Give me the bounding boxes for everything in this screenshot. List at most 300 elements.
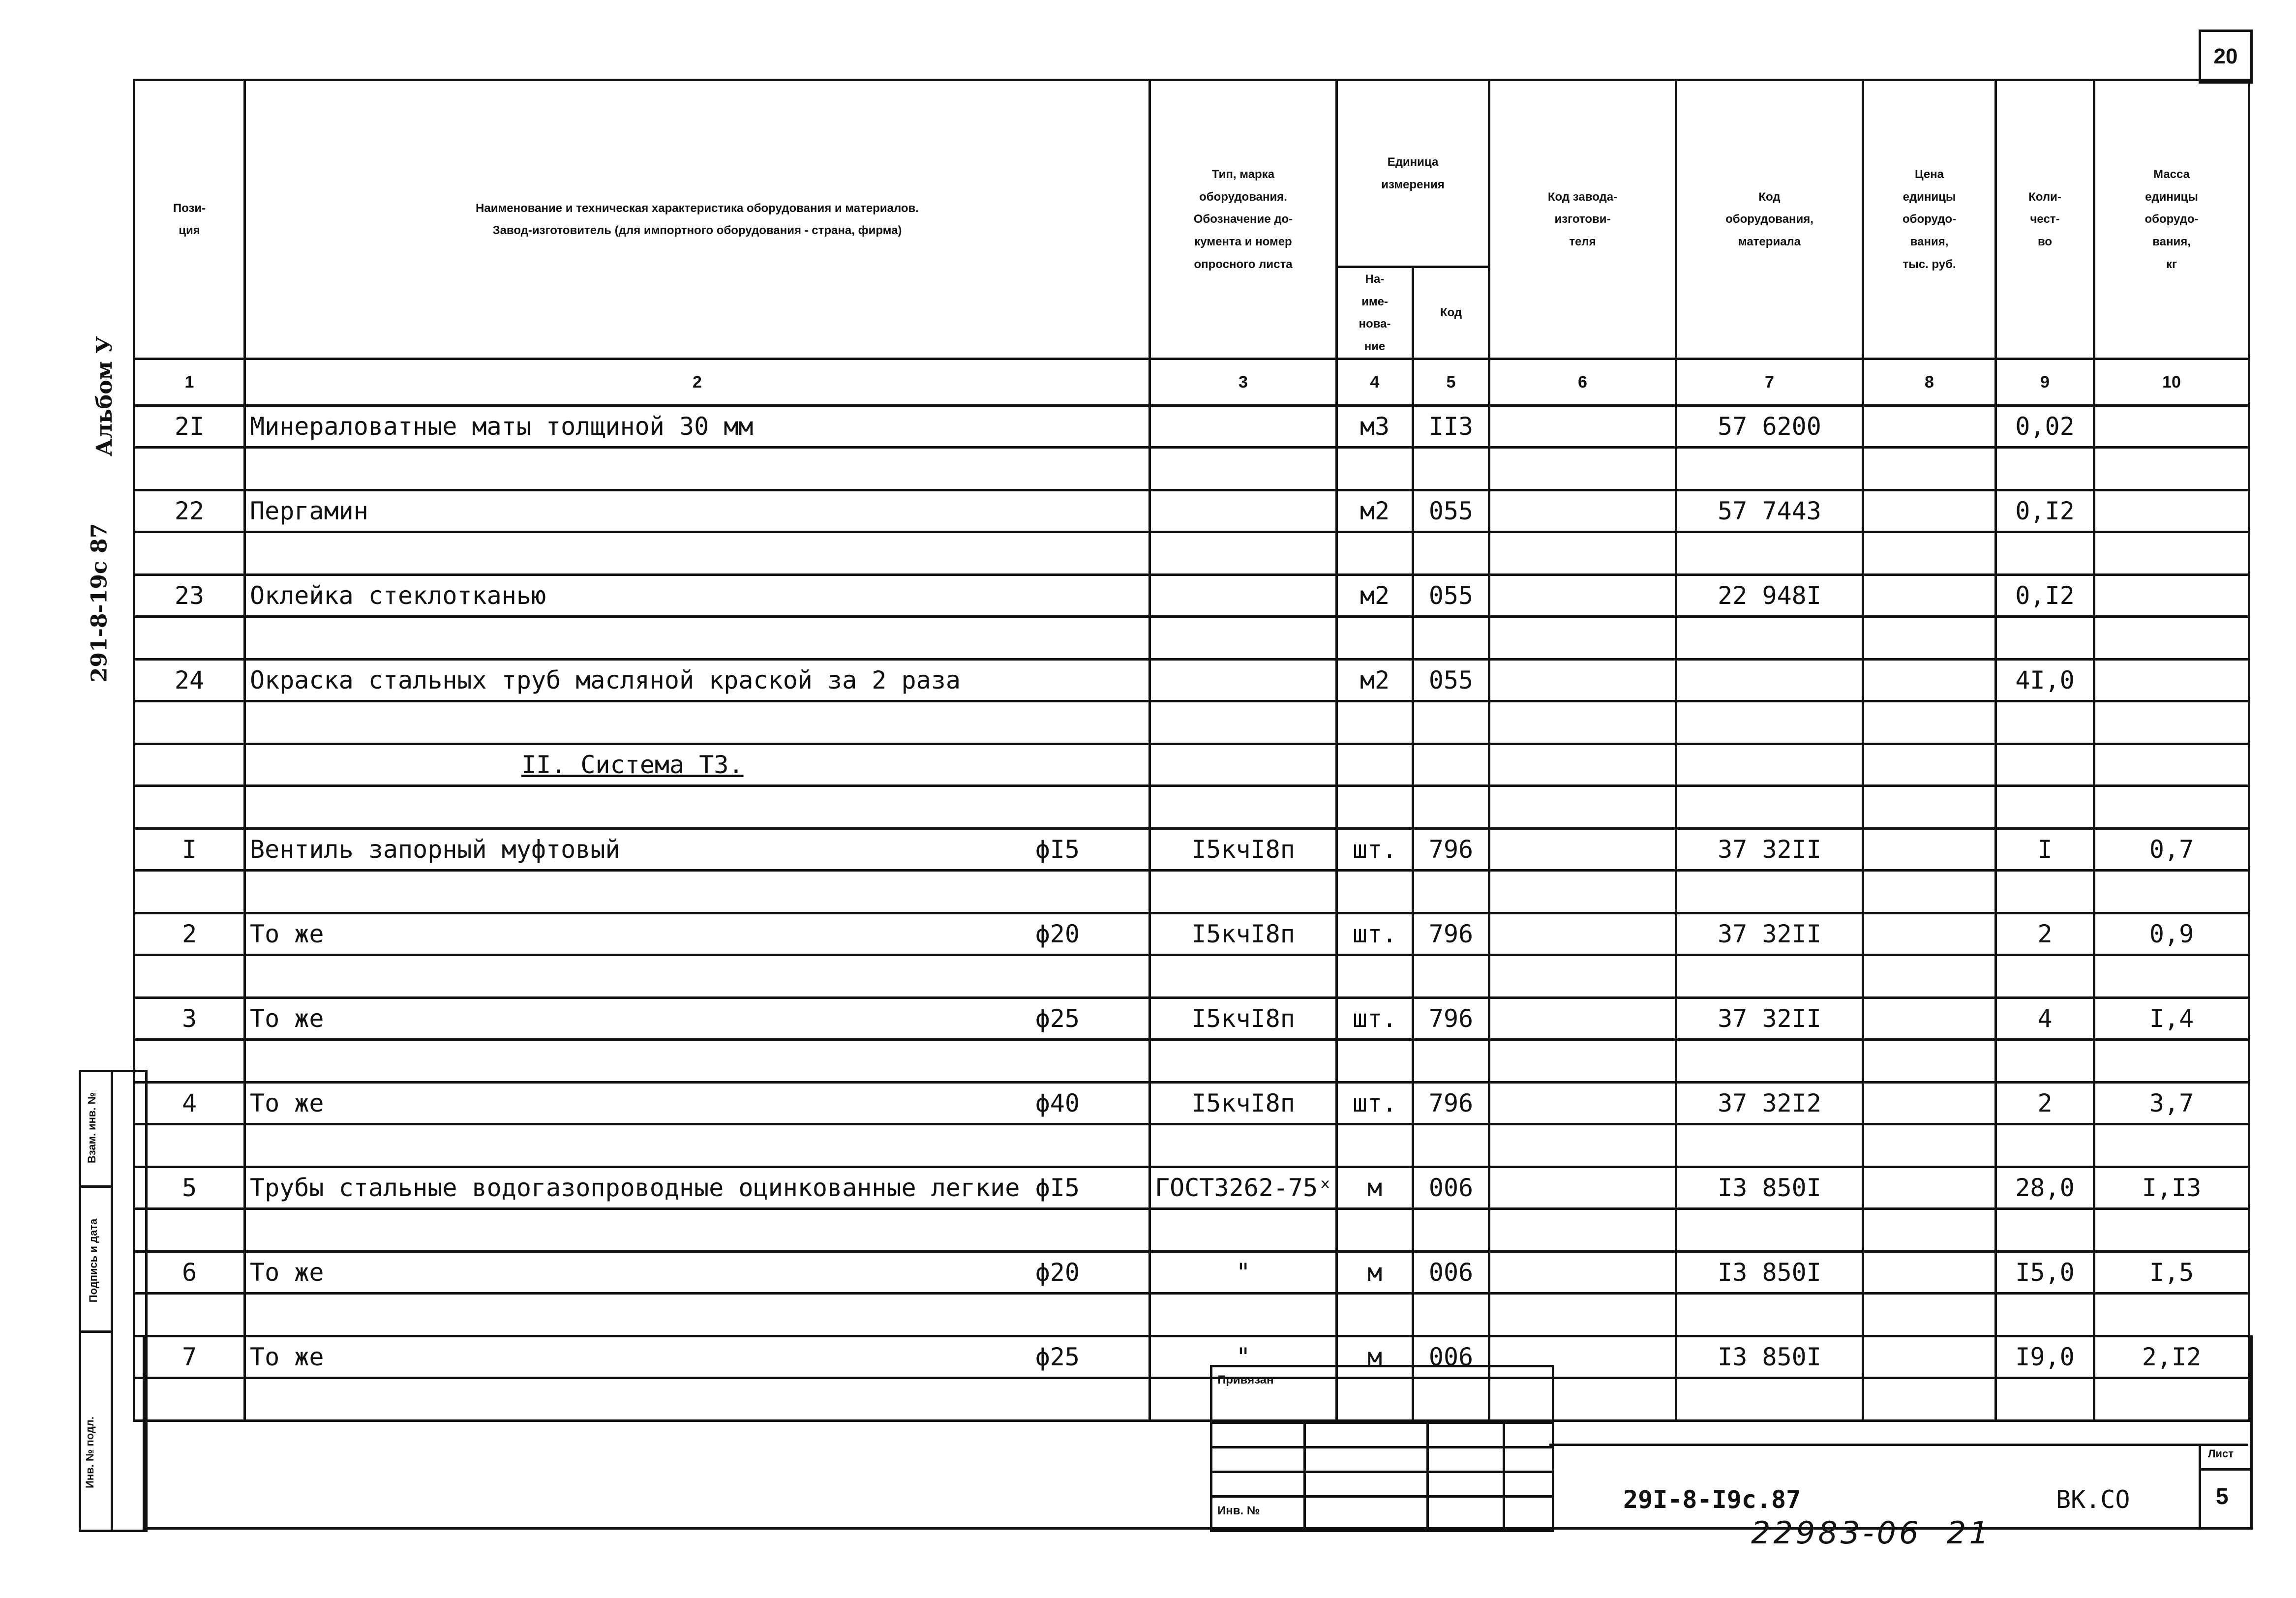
- column-number: 5: [1413, 359, 1489, 406]
- empty-cell: [2094, 448, 2249, 490]
- empty-cell: [2094, 532, 2249, 575]
- empty-cell: [1996, 1040, 2094, 1083]
- empty-cell: [1150, 1294, 1337, 1336]
- type-cell: I5кчI8п: [1150, 1083, 1337, 1124]
- type-cell: ГОСТ3262-75ˣ: [1150, 1167, 1337, 1209]
- plant-code-cell: [1489, 998, 1676, 1040]
- empty-cell: [1676, 744, 1863, 786]
- unit-cell: м3: [1337, 406, 1413, 448]
- empty-cell: [1150, 786, 1337, 829]
- spacer-row: [134, 1209, 2249, 1252]
- equipment-code-cell: 57 6200: [1676, 406, 1863, 448]
- empty-cell: [1996, 955, 2094, 998]
- empty-cell: [1863, 448, 1996, 490]
- unit-cell: м: [1337, 1336, 1413, 1378]
- spacer-row: [134, 532, 2249, 575]
- sheet-number: 5: [2216, 1483, 2229, 1509]
- unit-code-cell: 796: [1413, 1083, 1489, 1124]
- header-price-text: Цена единицы оборудо- вания, тыс. руб.: [1902, 168, 1957, 271]
- empty-cell: [1337, 1294, 1413, 1336]
- header-plant-code-text: Код завода- изготови- теля: [1547, 190, 1618, 248]
- table-row: [134, 1083, 2249, 1124]
- diameter: ϕ20: [1035, 1258, 1080, 1287]
- header-type-text: Тип, марка оборудования. Обозначение до- кумента и номер опросного листа: [1193, 168, 1293, 271]
- unit-code-cell: 006: [1413, 1167, 1489, 1209]
- equipment-code-cell: I3 850I: [1676, 1252, 1863, 1294]
- type-cell: I5кчI8п: [1150, 998, 1337, 1040]
- column-number: 2: [245, 359, 1150, 406]
- quantity-cell: 0,I2: [1996, 490, 2094, 532]
- empty-cell: [245, 1209, 1150, 1252]
- diameter: ϕ25: [1035, 1004, 1080, 1033]
- unit-cell: м2: [1337, 575, 1413, 617]
- price-cell: [1863, 1167, 1996, 1209]
- price-cell: [1863, 1083, 1996, 1124]
- empty-cell: [1996, 786, 2094, 829]
- empty-cell: [1150, 617, 1337, 660]
- plant-code-cell: [1489, 1083, 1676, 1124]
- name-cell: [245, 1167, 1150, 1209]
- mass-cell: 0,9: [2094, 913, 2249, 955]
- side-doc-code: 291-8-19с 87: [87, 523, 112, 683]
- empty-cell: [1150, 532, 1337, 575]
- empty-cell: [1337, 744, 1413, 786]
- empty-cell: [1676, 1040, 1863, 1083]
- equipment-code-cell: I3 850I: [1676, 1336, 1863, 1378]
- empty-cell: [2094, 701, 2249, 744]
- position-cell: 23: [134, 575, 245, 617]
- empty-cell: [1337, 955, 1413, 998]
- empty-cell: [1489, 1294, 1676, 1336]
- empty-cell: [1337, 701, 1413, 744]
- unit-cell: м: [1337, 1167, 1413, 1209]
- plant-code-cell: [1489, 660, 1676, 701]
- empty-cell: [1337, 786, 1413, 829]
- empty-cell: [1863, 786, 1996, 829]
- name-cell: [245, 913, 1150, 955]
- approval-strip: [79, 1070, 148, 1532]
- empty-cell: [1337, 617, 1413, 660]
- position-cell: 2I: [134, 406, 245, 448]
- equipment-code-cell: 57 7443: [1676, 490, 1863, 532]
- equipment-code-cell: [1676, 660, 1863, 701]
- equipment-code-cell: I3 850I: [1676, 1167, 1863, 1209]
- empty-cell: [1413, 532, 1489, 575]
- empty-cell: [1676, 448, 1863, 490]
- empty-cell: [1413, 871, 1489, 913]
- plant-code-cell: [1489, 406, 1676, 448]
- spacer-row: [134, 786, 2249, 829]
- name-cell: [245, 1252, 1150, 1294]
- header-type: [1150, 80, 1337, 359]
- empty-cell: [2094, 617, 2249, 660]
- price-cell: [1863, 406, 1996, 448]
- header-quantity-text: Коли- чест- во: [2028, 190, 2061, 248]
- empty-cell: [2094, 786, 2249, 829]
- empty-cell: [1489, 1124, 1676, 1167]
- empty-cell: [1413, 1040, 1489, 1083]
- empty-cell: [134, 786, 245, 829]
- column-number: 9: [1996, 359, 2094, 406]
- quantity-cell: I: [1996, 829, 2094, 871]
- equipment-code-cell: 22 948I: [1676, 575, 1863, 617]
- empty-cell: [1413, 448, 1489, 490]
- equipment-code-cell: 37 32II: [1676, 913, 1863, 955]
- unit-cell: шт.: [1337, 1083, 1413, 1124]
- mass-cell: [2094, 490, 2249, 532]
- name-cell: [245, 406, 1150, 448]
- empty-cell: [245, 1040, 1150, 1083]
- empty-cell: [1337, 1040, 1413, 1083]
- specification-table: [133, 79, 2250, 1422]
- item-name: Окраска стальных труб масляной краской за 2 раза: [250, 666, 961, 695]
- plant-code-cell: [1489, 1167, 1676, 1209]
- empty-cell: [1489, 701, 1676, 744]
- empty-cell: [1676, 1294, 1863, 1336]
- empty-cell: [1996, 871, 2094, 913]
- table-row: [134, 575, 2249, 617]
- header-unit-name: [1337, 267, 1413, 359]
- position-cell: 4: [134, 1083, 245, 1124]
- column-number: 4: [1337, 359, 1413, 406]
- empty-cell: [245, 448, 1150, 490]
- column-number: 6: [1489, 359, 1676, 406]
- header-mass-text: Масса единицы оборудо- вания, кг: [2145, 168, 2199, 271]
- empty-cell: [1337, 532, 1413, 575]
- type-cell: [1150, 575, 1337, 617]
- diameter: ϕ25: [1035, 1343, 1080, 1372]
- empty-cell: [2094, 871, 2249, 913]
- header-unit-code-text: Код: [1440, 306, 1462, 320]
- empty-cell: [1676, 1124, 1863, 1167]
- unit-cell: м2: [1337, 490, 1413, 532]
- empty-cell: [1863, 1040, 1996, 1083]
- spacer-row: [134, 871, 2249, 913]
- type-cell: ": [1150, 1336, 1337, 1378]
- header-unit-text: Единица измерения: [1381, 155, 1445, 191]
- empty-cell: [245, 871, 1150, 913]
- empty-cell: [1676, 1209, 1863, 1252]
- unit-code-cell: II3: [1413, 406, 1489, 448]
- empty-cell: [1413, 786, 1489, 829]
- quantity-cell: 0,I2: [1996, 575, 2094, 617]
- unit-code-cell: 796: [1413, 913, 1489, 955]
- empty-cell: [1337, 871, 1413, 913]
- position-cell: 24: [134, 660, 245, 701]
- empty-cell: [1337, 1209, 1413, 1252]
- empty-cell: [1337, 448, 1413, 490]
- empty-cell: [245, 1124, 1150, 1167]
- quantity-cell: I5,0: [1996, 1252, 2094, 1294]
- empty-cell: [1489, 955, 1676, 998]
- header-position-text: Пози- ция: [173, 201, 206, 238]
- item-name: То же: [250, 920, 324, 949]
- unit-code-cell: 006: [1413, 1336, 1489, 1378]
- plant-code-cell: [1489, 829, 1676, 871]
- empty-cell: [1863, 617, 1996, 660]
- column-number: 7: [1676, 359, 1863, 406]
- empty-cell: [134, 532, 245, 575]
- diameter: ϕI5: [1035, 835, 1080, 864]
- empty-cell: [1489, 448, 1676, 490]
- position-cell: 7: [134, 1336, 245, 1378]
- document-mark: ВК.СО: [2056, 1485, 2130, 1514]
- empty-cell: [134, 1124, 245, 1167]
- empty-cell: [1996, 1124, 2094, 1167]
- header-unit-name-text: На- име- нова- ние: [1359, 272, 1391, 353]
- binding-grid: [1210, 1365, 1554, 1532]
- unit-cell: шт.: [1337, 998, 1413, 1040]
- empty-cell: [1863, 871, 1996, 913]
- quantity-cell: 4: [1996, 998, 2094, 1040]
- section-title: II. Система Т3.: [245, 744, 1150, 786]
- item-name: Пергамин: [250, 497, 368, 526]
- sheet-box: [2199, 1444, 2250, 1527]
- unit-cell: м: [1337, 1252, 1413, 1294]
- quantity-cell: 4I,0: [1996, 660, 2094, 701]
- header-unit: [1337, 80, 1489, 267]
- quantity-cell: 2: [1996, 1083, 2094, 1124]
- mass-cell: 3,7: [2094, 1083, 2249, 1124]
- quantity-cell: 2: [1996, 913, 2094, 955]
- spacer-row: [134, 1040, 2249, 1083]
- strip-label-replace: Взам. инв. №: [86, 1092, 98, 1164]
- diameter: ϕI5: [1035, 1174, 1080, 1203]
- diameter: ϕ40: [1035, 1089, 1080, 1118]
- spacer-row: [134, 617, 2249, 660]
- spacer-row: [134, 1124, 2249, 1167]
- column-number: 1: [134, 359, 245, 406]
- position-cell: I: [134, 829, 245, 871]
- empty-cell: [1863, 1209, 1996, 1252]
- empty-cell: [1413, 1124, 1489, 1167]
- unit-code-cell: 796: [1413, 829, 1489, 871]
- empty-cell: [134, 1209, 245, 1252]
- empty-cell: [1413, 1294, 1489, 1336]
- empty-cell: [134, 1294, 245, 1336]
- empty-cell: [1676, 532, 1863, 575]
- empty-cell: [134, 701, 245, 744]
- empty-cell: [1150, 744, 1337, 786]
- empty-cell: [1413, 617, 1489, 660]
- empty-cell: [1676, 955, 1863, 998]
- position-cell: 2: [134, 913, 245, 955]
- empty-cell: [1489, 617, 1676, 660]
- unit-code-cell: 055: [1413, 490, 1489, 532]
- table-row: [134, 490, 2249, 532]
- table-row: [134, 1252, 2249, 1294]
- column-number-row: [134, 359, 2249, 406]
- empty-cell: [1150, 1040, 1337, 1083]
- item-name: Вентиль запорный муфтовый: [250, 835, 620, 864]
- item-name: То же: [250, 1089, 324, 1118]
- item-name: Оклейка стеклотканью: [250, 581, 546, 610]
- unit-cell: м2: [1337, 660, 1413, 701]
- empty-cell: [1150, 448, 1337, 490]
- header-position: [134, 80, 245, 359]
- empty-cell: [245, 701, 1150, 744]
- plant-code-cell: [1489, 1252, 1676, 1294]
- empty-cell: [245, 786, 1150, 829]
- empty-cell: [2094, 1209, 2249, 1252]
- header-equipment-code-text: Код оборудования, материала: [1725, 190, 1813, 248]
- empty-cell: [2094, 744, 2249, 786]
- spacer-row: [134, 1294, 2249, 1336]
- name-cell: [245, 829, 1150, 871]
- empty-cell: [1996, 744, 2094, 786]
- mass-cell: 0,7: [2094, 829, 2249, 871]
- sheet-label: Лист: [2208, 1447, 2234, 1460]
- spacer-row: [134, 448, 2249, 490]
- empty-cell: [1150, 1209, 1337, 1252]
- header-equipment-code: [1676, 80, 1863, 359]
- header-unit-code: [1413, 267, 1489, 359]
- plant-code-cell: [1489, 913, 1676, 955]
- empty-cell: [1996, 701, 2094, 744]
- empty-cell: [1150, 701, 1337, 744]
- spacer-row: [134, 955, 2249, 998]
- empty-cell: [1150, 1124, 1337, 1167]
- page-number: 20: [2199, 30, 2253, 84]
- column-number: 8: [1863, 359, 1996, 406]
- type-cell: ": [1150, 1252, 1337, 1294]
- binding-label: Привязан: [1217, 1373, 1274, 1387]
- empty-cell: [1996, 1294, 2094, 1336]
- item-name: То же: [250, 1343, 324, 1372]
- diameter: ϕ20: [1035, 920, 1080, 949]
- empty-cell: [1489, 786, 1676, 829]
- name-cell: [245, 998, 1150, 1040]
- unit-cell: шт.: [1337, 829, 1413, 871]
- table-row: [134, 829, 2249, 871]
- price-cell: [1863, 575, 1996, 617]
- type-cell: [1150, 490, 1337, 532]
- empty-cell: [1863, 701, 1996, 744]
- empty-cell: [1676, 871, 1863, 913]
- empty-cell: [1489, 871, 1676, 913]
- empty-cell: [1863, 1124, 1996, 1167]
- empty-cell: [1996, 617, 2094, 660]
- type-cell: I5кчI8п: [1150, 913, 1337, 955]
- empty-cell: [1676, 786, 1863, 829]
- empty-cell: [1863, 1294, 1996, 1336]
- table-row: [134, 406, 2249, 448]
- name-cell: [245, 1083, 1150, 1124]
- empty-cell: [245, 955, 1150, 998]
- type-cell: [1150, 406, 1337, 448]
- empty-cell: [245, 1294, 1150, 1336]
- mass-cell: 2,I2: [2094, 1336, 2249, 1378]
- equipment-code-cell: 37 32II: [1676, 998, 1863, 1040]
- price-cell: [1863, 1252, 1996, 1294]
- empty-cell: [134, 617, 245, 660]
- price-cell: [1863, 490, 1996, 532]
- album-label: Альбом У: [91, 336, 117, 456]
- position-cell: 3: [134, 998, 245, 1040]
- empty-cell: [245, 617, 1150, 660]
- position-cell: 6: [134, 1252, 245, 1294]
- unit-code-cell: 055: [1413, 660, 1489, 701]
- empty-cell: [1996, 448, 2094, 490]
- table-row: [134, 998, 2249, 1040]
- unit-code-cell: 055: [1413, 575, 1489, 617]
- empty-cell: [1413, 701, 1489, 744]
- empty-cell: [1413, 955, 1489, 998]
- empty-cell: [1996, 1209, 2094, 1252]
- name-cell: [245, 575, 1150, 617]
- empty-cell: [1863, 744, 1996, 786]
- table-row: [134, 1167, 2249, 1209]
- empty-cell: [1996, 532, 2094, 575]
- empty-cell: [134, 955, 245, 998]
- table-row: [134, 913, 2249, 955]
- empty-cell: [1150, 955, 1337, 998]
- mass-cell: I,4: [2094, 998, 2249, 1040]
- empty-cell: [1413, 744, 1489, 786]
- empty-cell: [1863, 955, 1996, 998]
- position-cell: 22: [134, 490, 245, 532]
- header-plant-code: [1489, 80, 1676, 359]
- header-quantity: [1996, 80, 2094, 359]
- type-cell: I5кчI8п: [1150, 829, 1337, 871]
- plant-code-cell: [1489, 490, 1676, 532]
- spacer-row: [134, 701, 2249, 744]
- quantity-cell: 28,0: [1996, 1167, 2094, 1209]
- unit-cell: шт.: [1337, 913, 1413, 955]
- position-cell: 5: [134, 1167, 245, 1209]
- header-mass: [2094, 80, 2249, 359]
- name-cell: [245, 490, 1150, 532]
- strip-label-inventory: Инв. № подл.: [83, 1417, 96, 1488]
- equipment-code-cell: 37 32II: [1676, 829, 1863, 871]
- empty-cell: [2094, 1294, 2249, 1336]
- mass-cell: I,I3: [2094, 1167, 2249, 1209]
- price-cell: [1863, 829, 1996, 871]
- empty-cell: [1676, 701, 1863, 744]
- strip-label-signature: Подпись и дата: [87, 1218, 100, 1303]
- item-name: То же: [250, 1004, 324, 1033]
- quantity-cell: 0,02: [1996, 406, 2094, 448]
- empty-cell: [134, 1040, 245, 1083]
- unit-code-cell: 006: [1413, 1252, 1489, 1294]
- empty-cell: [245, 532, 1150, 575]
- price-cell: [1863, 660, 1996, 701]
- quantity-cell: I9,0: [1996, 1336, 2094, 1378]
- item-name: То же: [250, 1258, 324, 1287]
- empty-cell: [2094, 955, 2249, 998]
- table-row: [134, 660, 2249, 701]
- item-name: Трубы стальные водогазопроводные оцинкованные легкие: [250, 1174, 1020, 1203]
- equipment-code-cell: 37 32I2: [1676, 1083, 1863, 1124]
- empty-cell: [1676, 617, 1863, 660]
- price-cell: [1863, 998, 1996, 1040]
- inventory-label: Инв. №: [1217, 1504, 1260, 1517]
- empty-cell: [1489, 1040, 1676, 1083]
- empty-cell: [1413, 1209, 1489, 1252]
- mass-cell: [2094, 660, 2249, 701]
- price-cell: [1863, 913, 1996, 955]
- empty-cell: [2094, 1124, 2249, 1167]
- empty-cell: [1863, 532, 1996, 575]
- empty-cell: [134, 871, 245, 913]
- empty-cell: [1337, 1124, 1413, 1167]
- header-name: [245, 80, 1150, 359]
- header-name-text: Наименование и техническая характеристика оборудования и материалов. Завод-изготовитель (для импортного оборудования - страна, фирма): [476, 201, 919, 238]
- mass-cell: I,5: [2094, 1252, 2249, 1294]
- empty-cell: [134, 744, 245, 786]
- column-number: 10: [2094, 359, 2249, 406]
- type-cell: [1150, 660, 1337, 701]
